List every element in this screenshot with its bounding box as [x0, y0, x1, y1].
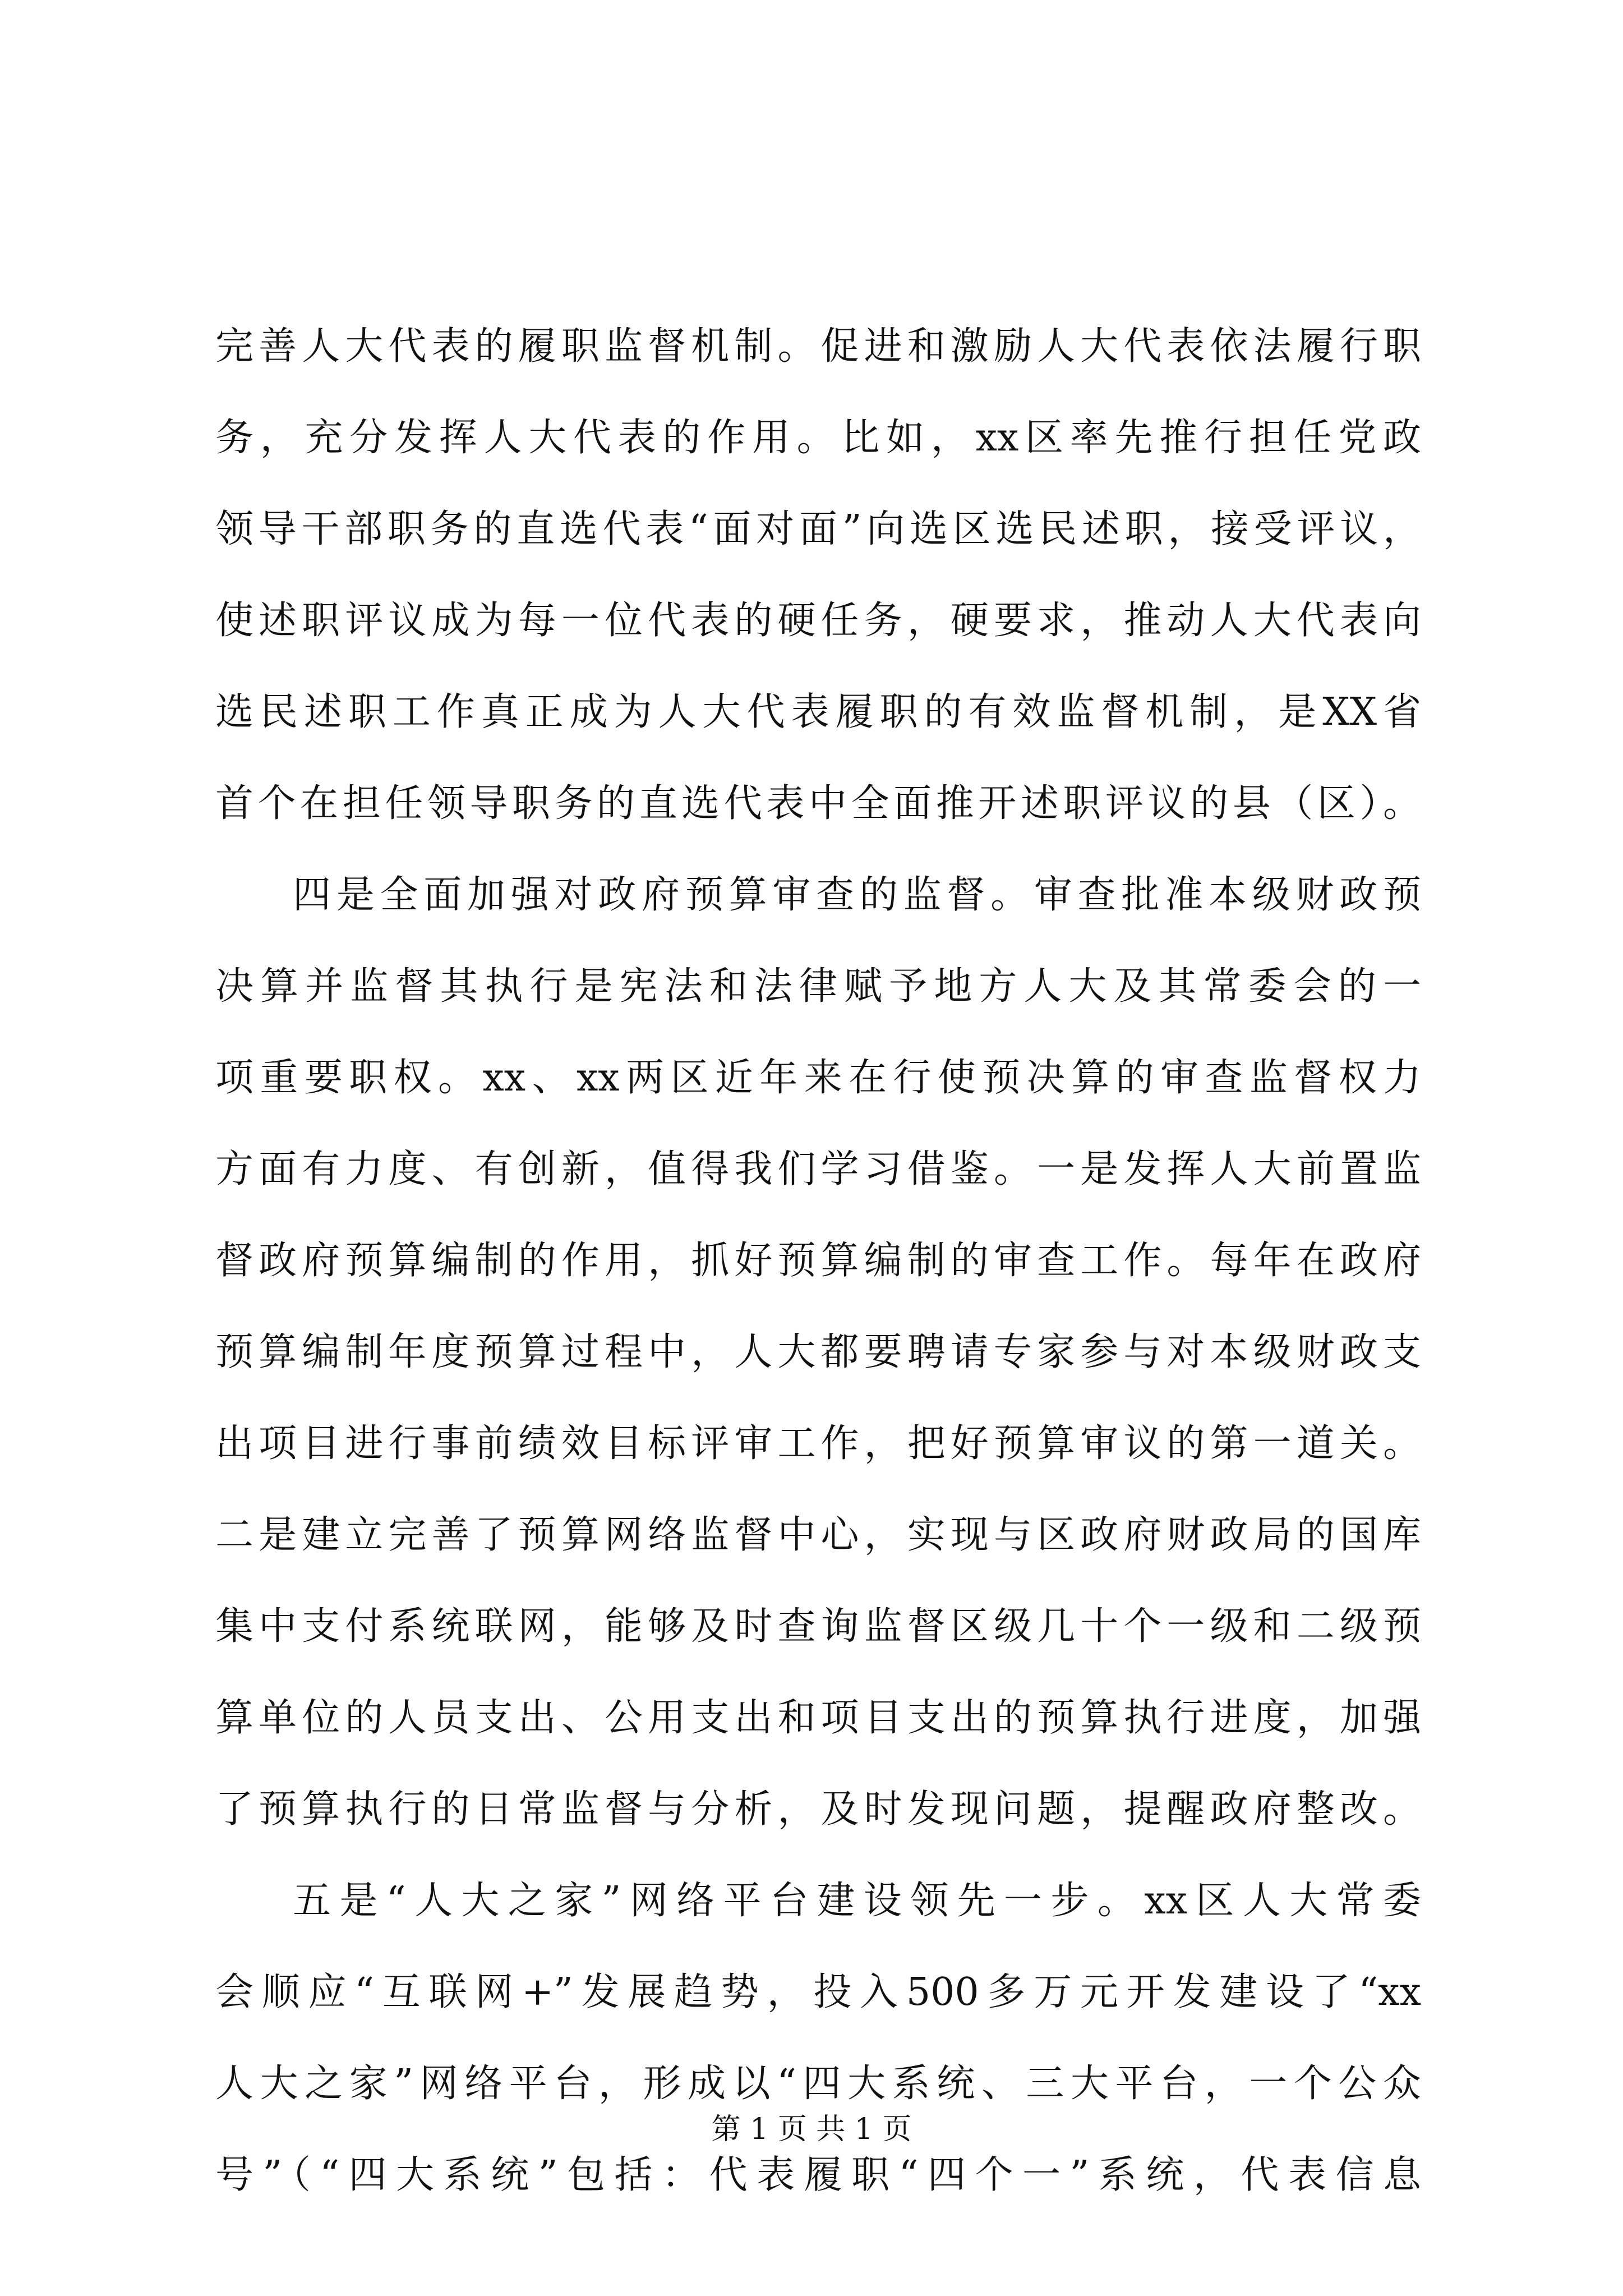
- page-footer: [0, 2107, 1623, 2152]
- text-line: 首个在担任领导职务的直选代表中全面推开述职评议的县（区）。: [215, 781, 1421, 826]
- page-number-label: 第 1 页 共 1 页: [711, 2113, 912, 2146]
- text-line: 决算并监督其执行是宪法和法律赋予地方人大及其常委会的一: [215, 964, 1421, 1009]
- text-line: 五是“人大之家”网络平台建设领先一步。xx区人大常委: [293, 1879, 1421, 1923]
- text-line: 二是建立完善了预算网络监督中心，实现与区政府财政局的国库: [215, 1513, 1421, 1557]
- text-line: 集中支付系统联网，能够及时查询监督区级几十个一级和二级预: [215, 1604, 1421, 1649]
- text-line: 出项目进行事前绩效目标评审工作，把好预算审议的第一道关。: [215, 1421, 1421, 1466]
- text-line: 了预算执行的日常监督与分析，及时发现问题，提醒政府整改。: [215, 1787, 1421, 1832]
- text-line: 人大之家”网络平台，形成以“四大系统、三大平台，一个公众: [215, 2062, 1421, 2106]
- text-line: 选民述职工作真正成为人大代表履职的有效监督机制，是XX省: [215, 690, 1421, 734]
- text-line: 督政府预算编制的作用，抓好预算编制的审查工作。每年在政府: [215, 1239, 1421, 1283]
- document-body: [215, 301, 1421, 2221]
- text-line: 会顺应“互联网+”发展趋势，投入500多万元开发建设了“xx: [215, 1970, 1421, 2014]
- text-line: 务，充分发挥人大代表的作用。比如，xx区率先推行担任党政: [215, 416, 1421, 460]
- text-line: 预算编制年度预算过程中，人大都要聘请专家参与对本级财政支: [215, 1330, 1421, 1374]
- paragraph-1: [215, 301, 1421, 849]
- text-line: 完善人大代表的履职监督机制。促进和激励人大代表依法履行职: [215, 324, 1421, 369]
- paragraph-2: [215, 849, 1421, 1855]
- text-line: 领导干部职务的直选代表“面对面”向选区选民述职，接受评议，: [215, 507, 1421, 551]
- text-line: 方面有力度、有创新，值得我们学习借鉴。一是发挥人大前置监: [215, 1147, 1421, 1191]
- paragraph-3: [215, 1855, 1421, 2221]
- text-line: 号”（“四大系统”包括：代表履职“四个一”系统，代表信息: [215, 2153, 1421, 2197]
- text-line: 使述职评议成为每一位代表的硬任务，硬要求，推动人大代表向: [215, 599, 1421, 643]
- text-line: 项重要职权。xx、xx两区近年来在行使预决算的审查监督权力: [215, 1056, 1421, 1100]
- text-line: 算单位的人员支出、公用支出和项目支出的预算执行进度，加强: [215, 1696, 1421, 1740]
- text-line: 四是全面加强对政府预算审查的监督。审查批准本级财政预: [293, 873, 1421, 917]
